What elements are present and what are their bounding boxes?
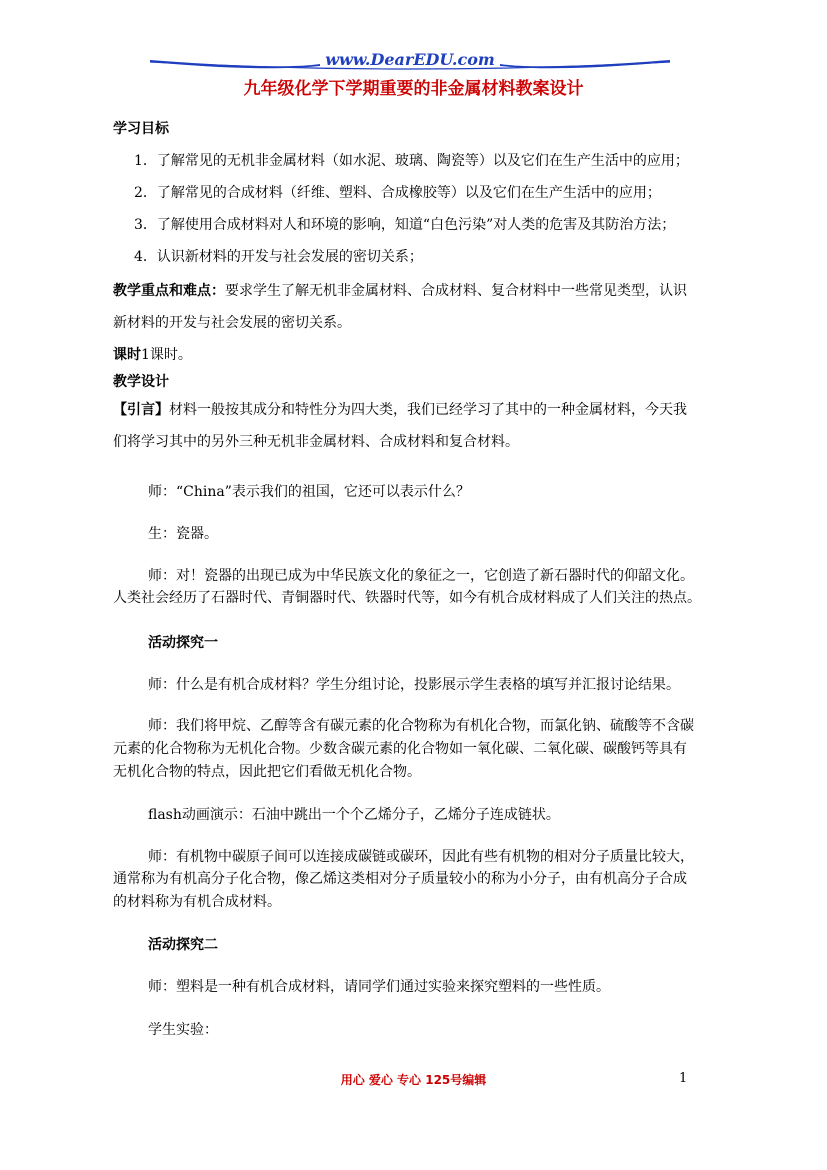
intro-text-cont: 们将学习其中的另外三种无机非金属材料、合成材料和复合材料。	[113, 434, 519, 450]
objective-item: 2．了解常见的合成材料（纤维、塑料、合成橡胶等）以及它们在生产生活中的应用；	[134, 185, 661, 201]
document-title: 九年级化学下学期重要的非金属材料教案设计	[243, 79, 584, 99]
design-heading: 教学设计	[113, 374, 169, 390]
dialogue-paragraph: 师：“China”表示我们的祖国，它还可以表示什么？	[148, 484, 470, 500]
dialogue-paragraph: 师：塑料是一种有机合成材料，请同学们通过实验来探究塑料的一些性质。	[148, 979, 610, 995]
page-footer	[0, 1071, 827, 1091]
focus-label: 教学重点和难点：	[113, 283, 225, 299]
dialogue-paragraph: 师：什么是有机合成材料？学生分组讨论，投影展示学生表格的填写并汇报讨论结果。	[148, 677, 680, 693]
dialogue-paragraph: 生：瓷器。	[148, 526, 218, 542]
dialogue-paragraph-cont: 无机化合物的特点，因此把它们看做无机化合物。	[113, 764, 421, 780]
intro-text: 材料一般按其成分和特性分为四大类，我们已经学习了其中的一种金属材料，今天我	[169, 402, 687, 418]
focus-paragraph	[113, 281, 713, 301]
dialogue-paragraph: 师：对！瓷器的出现已成为中华民族文化的象征之一，它创造了新石器时代的仰韶文化。	[148, 568, 694, 584]
activity-heading: 活动探究一	[148, 635, 218, 651]
objective-item: 3．了解使用合成材料对人和环境的影响，知道“白色污染”对人类的危害及其防治方法；	[134, 217, 676, 233]
dialogue-paragraph-cont: 通常称为有机高分子化合物，像乙烯这类相对分子质量较小的称为小分子，由有机高分子合成	[113, 871, 687, 887]
page-number: 1	[679, 1071, 688, 1086]
dialogue-paragraph-cont: 的材料称为有机合成材料。	[113, 894, 281, 910]
footer-text: 用心 爱心 专心 125号编辑	[340, 1073, 487, 1087]
dialogue-paragraph: 师：有机物中碳原子间可以连接成碳链或碳环，因此有些有机物的相对分子质量比较大，	[148, 849, 694, 865]
objectives-heading: 学习目标	[113, 121, 169, 137]
intro-paragraph	[113, 400, 713, 420]
focus-text: 要求学生了解无机非金属材料、合成材料、复合材料中一些常见类型，认识	[225, 283, 687, 299]
site-url: www.DearEDU.com	[325, 50, 495, 69]
hours-label: 课时	[113, 347, 141, 363]
hours-value: 1课时。	[141, 347, 192, 363]
focus-text-cont: 新材料的开发与社会发展的密切关系。	[113, 315, 351, 331]
objective-item: 1．了解常见的无机非金属材料（如水泥、玻璃、陶瓷等）以及它们在生产生活中的应用；	[134, 153, 689, 169]
dialogue-paragraph: 师：我们将甲烷、乙醇等含有碳元素的化合物称为有机化合物，而氯化钠、硫酸等不含碳	[148, 718, 694, 734]
header-banner	[150, 50, 670, 74]
hours-line	[113, 345, 713, 365]
dialogue-paragraph-cont: 人类社会经历了石器时代、青铜器时代、铁器时代等，如今有机合成材料成了人们关注的热点。	[113, 590, 701, 606]
dialogue-paragraph: 学生实验：	[148, 1022, 218, 1038]
dialogue-paragraph-cont: 元素的化合物称为无机化合物。少数含碳元素的化合物如一氧化碳、二氧化碳、碳酸钙等具有	[113, 741, 687, 757]
intro-label: 【引言】	[113, 402, 169, 418]
objective-item: 4．认识新材料的开发与社会发展的密切关系；	[134, 249, 423, 265]
dialogue-paragraph: flash动画演示：石油中跳出一个个乙烯分子，乙烯分子连成链状。	[148, 807, 560, 823]
activity-heading: 活动探究二	[148, 937, 218, 953]
